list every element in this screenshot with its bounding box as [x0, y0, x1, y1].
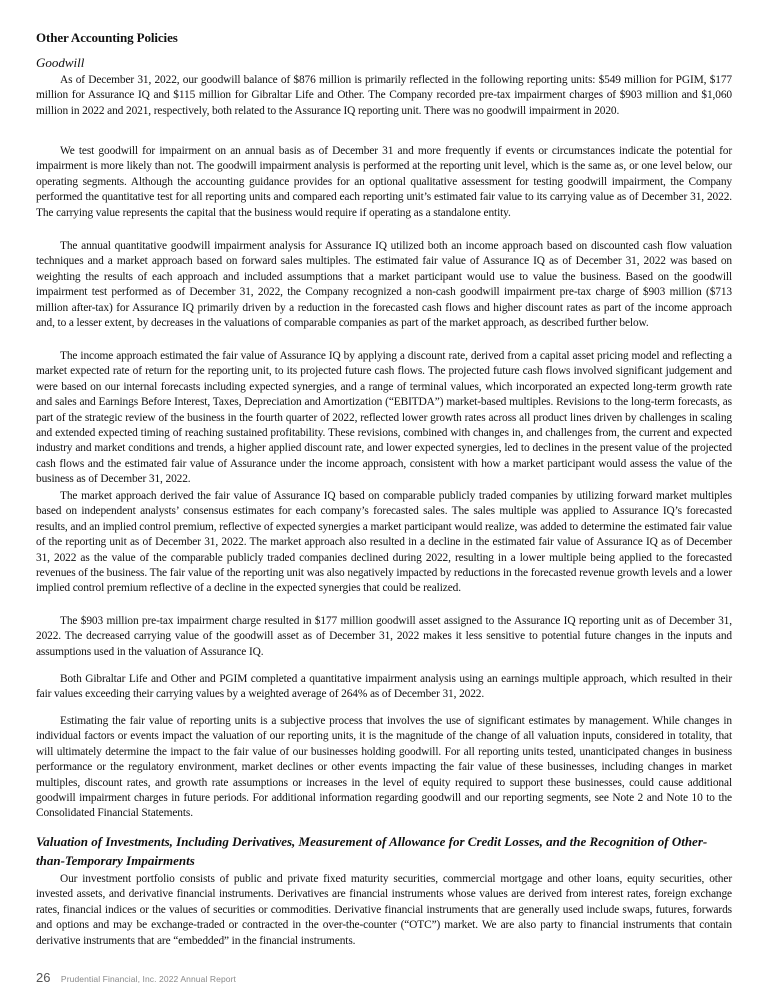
- goodwill-paragraph-2: We test goodwill for impairment on an annual basis as of December 31 and more frequently if events or circumstances indicate the potential for impairment is more likely than not. The goodwill impairment analysis is performed at the reporting unit level, which is the same as, or one level below, our operating segments. Although the accounting guidance provides for an optional qualitative assessment for testing goodwill impairment, the Company performed the quantitative test for all reporting units and compared each reporting unit’s estimated fair value to its carrying value as of December 31, 2022. The carrying value represents the capital that the business would require if operating as a standalone entity.: [36, 145, 732, 219]
- goodwill-paragraph-5: The market approach derived the fair value of Assurance IQ based on comparable publicly traded companies by utilizing forward market multiples based on independent analysts’ consensus estimates for each company’s forecasted sales. The sales multiple was applied to Assurance IQ’s forecasted results, and an implied control premium, reflective of expected synergies a market participant would realize, was added to determine the estimated fair value of the reporting unit as of December 31, 2022. The market approach also resulted in a decline in the estimated fair value of Assurance IQ as of December 31, 2022 as the value of the comparable publicly traded companies declined during 2022, resulting in a lower multiple being applied to the forecasted revenues of the business. The fair value of the reporting unit was also negatively impacted by reductions in the forecasted revenue growth levels and a lower implied control premium reflective of a decline in the expected synergies that could be realized.: [36, 490, 732, 595]
- goodwill-paragraph-8: Estimating the fair value of reporting units is a subjective process that involves the use of significant estimates by management. While changes in individual factors or events impact the valuation of our reporting units, it is the magnitude of the change of all valuation inputs, considered in totality, that will ultimately determine the impact to the fair value of our businesses holding goodwill. For all reporting units tested, unanticipated changes in business performance or the regulatory environment, market declines or other events impacting the fair value of these businesses, including changes in market multiples, discount rates, and growth rate assumptions or increases in the level of equity required to support these businesses, could cause additional goodwill impairment charges in future periods. For additional information regarding goodwill and our reporting segments, see Note 2 and Note 10 to the Consolidated Financial Statements.: [36, 715, 732, 820]
- goodwill-paragraph-1: As of December 31, 2022, our goodwill balance of $876 million is primarily reflected in the following reporting units: $549 million for PGIM, $177 million for Assurance IQ and $115 million for Gibraltar Life and Other. The Company recorded pre-tax impairment charges of $903 million and $1,060 million in 2022 and 2021, respectively, both related to the Assurance IQ reporting unit. There was no goodwill impairment in 2020.: [36, 74, 732, 117]
- section-title: Other Accounting Policies: [36, 30, 178, 45]
- page-footer: [36, 969, 236, 987]
- goodwill-paragraph-4: The income approach estimated the fair value of Assurance IQ by applying a discount rate, derived from a capital asset pricing model and reflecting a market expected rate of return for the reporting unit, to its projected future cash flows. The projected future cash flows involved significant judgement and were based on our internal forecasts including expected synergies, and a range of terminal values, which incorporated an expected long-term growth rate and sales and Earnings Before Interest, Taxes, Depreciation and Amortization (“EBITDA”) market-based multiples. Revisions to the long-term forecasts, as part of the strategic review of the business in the fourth quarter of 2022, reflected lower growth rates across all product lines driven by challenges in scaling and extended expected timing of reaching sustained profitability. These revisions, combined with changes in, and challenges from, the current and expected industry and market conditions and trends, a higher applied discount rate, and lower expected synergies, led to declines in the present value of the projected cash flows and the estimated fair value of Assurance under the income approach, consistent with how a market participant would assess the value of the business as of December 31, 2022.: [36, 350, 732, 486]
- goodwill-paragraph-7: Both Gibraltar Life and Other and PGIM completed a quantitative impairment analysis using an earnings multiple approach, which resulted in their fair values exceeding their carrying values by a weighted average of 264% as of December 31, 2022.: [36, 673, 732, 701]
- page-number: 26: [36, 970, 51, 985]
- goodwill-paragraph-6: The $903 million pre-tax impairment charge resulted in $177 million goodwill asset assigned to the Assurance IQ reporting unit as of December 31, 2022. The decreased carrying value of the goodwill asset as of December 31, 2022 makes it less sensitive to potential future changes in the inputs and assumptions used in the valuation of Assurance IQ.: [36, 615, 732, 658]
- valuation-heading: Valuation of Investments, Including Derivatives, Measurement of Allowance for Credit Losses, and the Recognition of Other-than-Temporary Impairments: [36, 834, 708, 868]
- goodwill-paragraph-3: The annual quantitative goodwill impairment analysis for Assurance IQ utilized both an income approach based on discounted cash flow valuation techniques and a market approach based on forward sales multiples. The estimated fair value of Assurance IQ as of December 31, 2022 was based on weighting the results of each approach and included assumptions that a market participant would use to value the business. Based on the goodwill impairment test performed as of December 31, 2022, the Company recognized a non-cash goodwill impairment pre-tax charge of $903 million ($713 million after-tax) for Assurance IQ primarily driven by a reduction in the forecasted cash flows and higher discount rates as part of the income approach and, to a lesser extent, by decreases in the valuations of comparable companies as part of the market approach, as described further below.: [36, 240, 732, 330]
- valuation-paragraph-1: Our investment portfolio consists of public and private fixed maturity securities, commercial mortgage and other loans, equity securities, other invested assets, and derivative financial instruments. Derivatives are financial instruments whose values are derived from interest rates, foreign exchange rates, financial indices or the values of securities or commodities. Derivative financial instruments that are generally used include swaps, futures, forwards and options and may be exchange-traded or contracted in the over-the-counter (“OTC”) market. We are also party to financial instruments that contain derivative instruments that are “embedded” in the financial instruments.: [36, 873, 732, 947]
- goodwill-heading: Goodwill: [36, 55, 85, 70]
- report-title: Prudential Financial, Inc. 2022 Annual Report: [60, 974, 237, 984]
